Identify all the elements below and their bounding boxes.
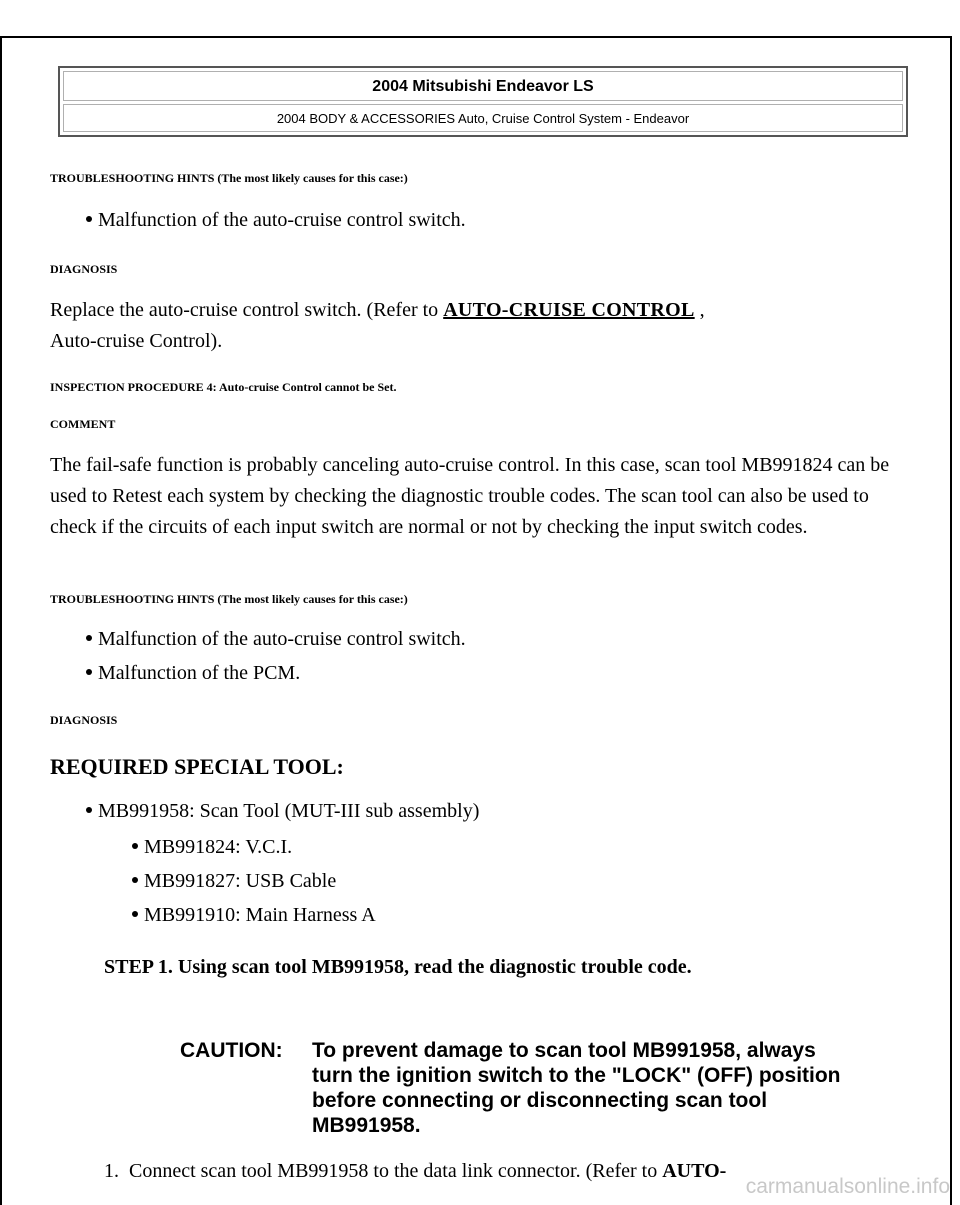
tool-main-item: MB991958: Scan Tool (MUT-III sub assembly) bbox=[86, 800, 479, 823]
comment-text: The fail-safe function is probably canceling auto-cruise control. In this case, scan tool MB991824 can be used to Retest each system by checking the diagnostic trouble codes. The scan tool can also be used to check if the circuits of each input switch are normal or not by checking the input switch codes. bbox=[50, 454, 890, 538]
document-header bbox=[58, 66, 908, 137]
diagnosis-heading-1: DIAGNOSIS bbox=[50, 262, 118, 276]
bullet-icon bbox=[132, 843, 138, 849]
bullet-icon bbox=[86, 635, 92, 641]
tool-sub-item: MB991824: V.C.I. bbox=[132, 836, 292, 859]
tool-sub-item: MB991827: USB Cable bbox=[132, 870, 336, 893]
comment-heading: COMMENT bbox=[50, 417, 116, 431]
watermark: carmanualsonline.info bbox=[745, 1175, 950, 1198]
caution-label: CAUTION: bbox=[180, 1039, 283, 1062]
caution-text: To prevent damage to scan tool MB991958, always turn the ignition switch to the "LOCK" (OFF) position before connecting or disconnecting scan tool MB991958. bbox=[312, 1039, 841, 1137]
section-subtitle: 2004 BODY & ACCESSORIES Auto, Cruise Control System - Endeavor bbox=[63, 104, 903, 132]
list-item: Malfunction of the auto-cruise control switch. bbox=[86, 628, 466, 651]
troubleshooting-hints-heading-2: TROUBLESHOOTING HINTS (The most likely causes for this case:) bbox=[50, 592, 408, 606]
list-item: Malfunction of the PCM. bbox=[86, 662, 300, 685]
bullet-icon bbox=[86, 807, 92, 813]
required-special-tool-title: REQUIRED SPECIAL TOOL: bbox=[50, 754, 344, 779]
troubleshooting-hints-heading-1: TROUBLESHOOTING HINTS (The most likely causes for this case:) bbox=[50, 171, 408, 185]
diagnosis-heading-2: DIAGNOSIS bbox=[50, 713, 118, 727]
inspection-procedure-heading: INSPECTION PROCEDURE 4: Auto-cruise Control cannot be Set. bbox=[50, 380, 397, 394]
step-item-1: 1. Connect scan tool MB991958 to the data link connector. (Refer to AUTO- bbox=[104, 1160, 727, 1182]
list-item: Malfunction of the auto-cruise control switch. bbox=[86, 209, 466, 232]
diagnosis-text-1: Replace the auto-cruise control switch. (Refer to AUTO-CRUISE CONTROL , Auto-cruise Control). bbox=[50, 299, 705, 352]
step-1-title: STEP 1. Using scan tool MB991958, read the diagnostic trouble code. bbox=[104, 956, 692, 978]
bullet-icon bbox=[86, 216, 92, 222]
bullet-icon bbox=[86, 669, 92, 675]
bullet-icon bbox=[132, 911, 138, 917]
bullet-icon bbox=[132, 877, 138, 883]
tool-sub-item: MB991910: Main Harness A bbox=[132, 904, 376, 927]
vehicle-title: 2004 Mitsubishi Endeavor LS bbox=[63, 71, 903, 101]
auto-cruise-control-link[interactable]: AUTO-CRUISE CONTROL bbox=[443, 299, 695, 321]
